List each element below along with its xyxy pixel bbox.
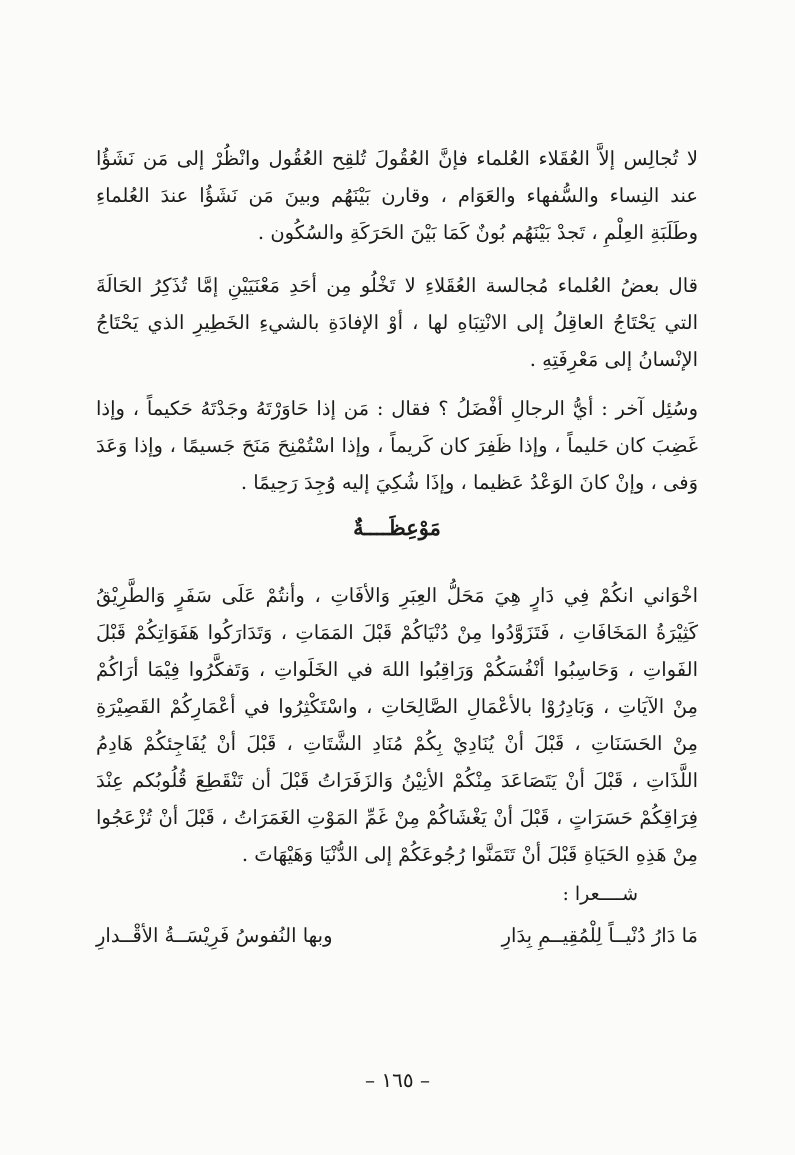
poem-label: شــــعرا :	[562, 883, 638, 905]
paragraph-best-men: وسُئِل آخر : أيُّ الرجالِ أفْضَلُ ؟ فقال : مَن إذا حَاوَرْتَهُ وجَدْتَهُ حَكيماً ، وإذا غَضِبَ كان حَليماً ، وإذا ظَفِرَ كان كَريماً ، وإذا اسْتُمْنِحَ مَنَحَ جَسيمًا ، وإذا وَعَدَ وَفى ، وإنْ كانَ الوَعْدُ عَظيما ، وإذَا شُكِيَ إليه وُجِدَ رَحِيمًا .	[96, 397, 698, 494]
page-body	[96, 140, 698, 953]
paragraph-intellectuals: لا تُجالِس إلاَّ العُقَلاء العُلماء فإنَّ العُقُولَ تُلقِح العُقُول وانْظُرْ إلى مَن نَشَؤُا عند النِساء والسُّفهاء والعَوَام ، وقارن بَيْنَهُم وبينَ مَن نَشَؤُا عندَ العُلماءِ وطَلَبَةِ العِلْمِ ، تَجدْ بَيْنَهُم بُونٌ كَمَا بَيْنَ الحَرَكَةِ والسُكُون .	[96, 147, 698, 244]
paragraph-scholars-saying: قال بعضُ العُلماء مُجالسة العُقَلاءِ لا تَخْلُو مِن أحَدِ مَعْنَيَيْنِ إمَّا تُذَكِرُ الحَالَةَ التي يَحْتَاجُ العاقِلُ إلى الانْتِبَاهِ لها ، أوْ الإفادَةِ بالشيءِ الخَطِيرِ الذي يَحْتَاجُ الإنْسانُ إلى مَعْرِفَتِهِ .	[96, 274, 698, 371]
sermon-paragraph: اخْوَاني انكُمْ فِي دَارٍ هِيَ مَحَلُّ العِبَرِ وَالأفَاتِ ، وأنتُمْ عَلَى سَفَرٍ وَالطَّرِيْقُ كَثِيْرَةُ المَخَافَاتِ ، فَتَزَوَّدُوا مِنْ دُنْيَاكُمْ قَبْلَ المَمَاتِ ، وَتَدَارَكُوا هَفَوَاتِكُمْ قَبْلَ الفَواتِ ، وَحَاسِبُوا أنْفُسَكُمْ وَرَاقِبُوا اللهَ في الخَلَواتِ ، وَتَفكَّرُوا فِيْمَا أرَاكُمْ مِنْ الآيَاتِ ، وَبَادِرُوْا بالأعْمَالِ الصَّالِحَاتِ ، واسْتَكْثِرُوا في أعْمَارِكُمْ القَصِيْرَةِ مِنْ الحَسَنَاتِ ، قَبْلَ أنْ يُنَادِيْ بِكُمْ مُنَادِ الشَّتَاتِ ، قَبْلَ أنْ يُفَاجِئكُمْ هَادِمُ اللَّذَاتِ ، قَبْلَ أنْ يَتَصَاعَدَ مِنْكُمْ الأنِيْنُ وَالزَفَرَاتُ قَبْلَ أن تَنْقَطِعَ قُلُوبُكم عِنْدَ فِرَاقِكُمْ حَسَرَاتٍ ، قَبْلَ أنْ يَغْشَاكُمْ مِنْ غَمِّ المَوْتِ الغَمَرَاتُ ، قَبْلَ أنْ تُزْعَجُوا مِنْ هَذِهِ الحَيَاةِ قَبْلَ أنْ تَتَمَنَّوا رُجُوعَكُمْ إلى الدُّنْيَا وَهَيْهَاتَ .	[96, 584, 698, 866]
section-heading: مَوْعِظَــــةٌ	[353, 515, 441, 540]
verse-second-hemistich: وبها النُفوسُ فَرِيْسَــةُ الأقْــدارِ	[96, 924, 333, 947]
poem-verse	[96, 919, 698, 953]
page-number: – ١٦٥ –	[365, 1068, 430, 1092]
sermon-section	[96, 577, 698, 873]
verse-first-hemistich: مَا دَارُ دُنْيــاً لِلْمُقِيــمِ بِدَارِ	[501, 924, 698, 947]
